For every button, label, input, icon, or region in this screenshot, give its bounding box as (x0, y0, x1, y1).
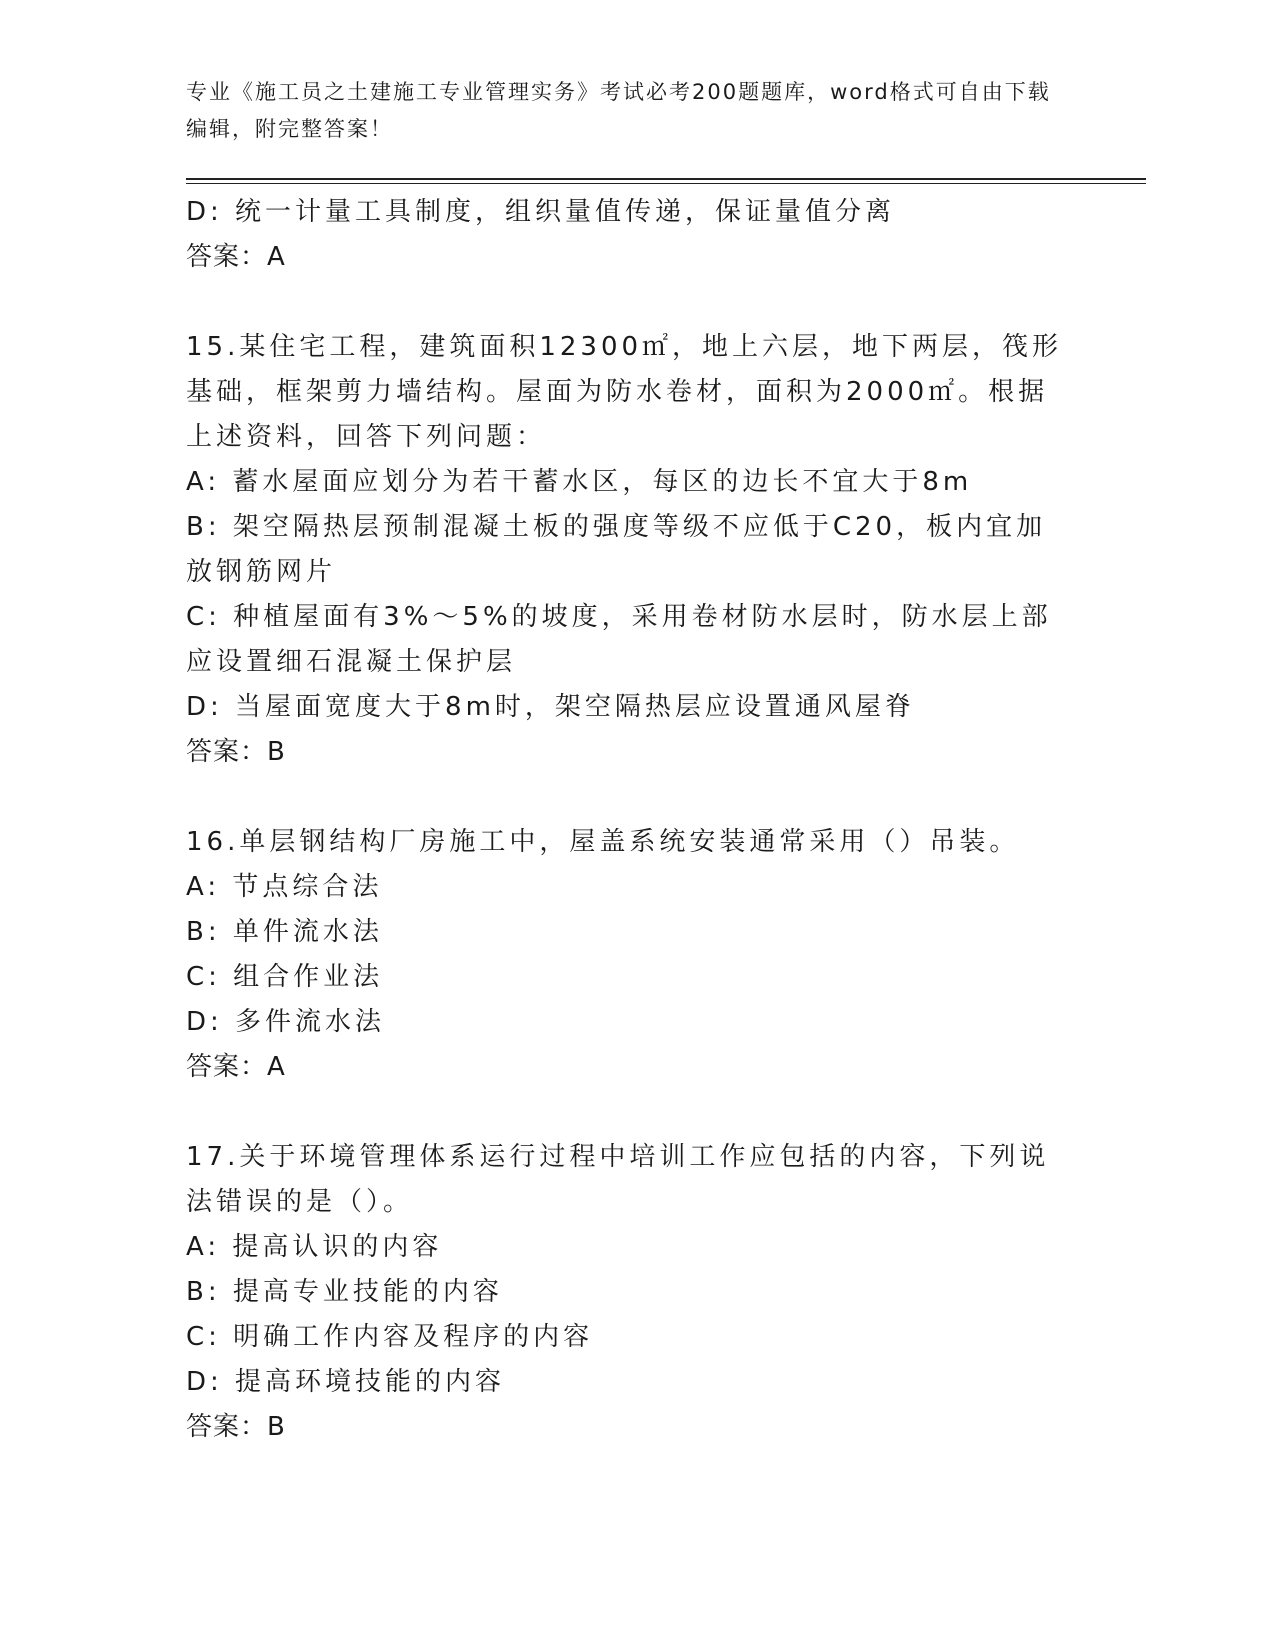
option-c: C: 明确工作内容及程序的内容 (186, 1322, 594, 1352)
option-b: B: 单件流水法 (186, 917, 383, 947)
header-divider-thick (186, 178, 1146, 180)
option-b: B: 提高专业技能的内容 (186, 1277, 503, 1307)
question-stem: 15.某住宅工程，建筑面积12300㎡，地上六层，地下两层，筏形基础，框架剪力墙结构。屋面为防水卷材，面积为2000㎡。根据上述资料，回答下列问题： (186, 332, 1063, 452)
answer-line: 答案：A (186, 1052, 286, 1082)
question-block (186, 325, 1066, 775)
header-divider-thin (186, 183, 1146, 184)
option-a: A: 节点综合法 (186, 872, 383, 902)
answer-line: 答案：B (186, 1412, 286, 1442)
option-d: D: 多件流水法 (186, 1007, 386, 1037)
option-c: C: 组合作业法 (186, 962, 384, 992)
option-d: D: 统一计量工具制度，组织量值传递，保证量值分离 (186, 197, 896, 227)
option-a: A: 提高认识的内容 (186, 1232, 443, 1262)
option-b: B: 架空隔热层预制混凝土板的强度等级不应低于C20，板内宜加放钢筋网片 (186, 512, 1047, 587)
option-c: C: 种植屋面有3%～5%的坡度，采用卷材防水层时，防水层上部应设置细石混凝土保护层 (186, 602, 1052, 677)
question-stem: 16.单层钢结构厂房施工中，屋盖系统安装通常采用（）吊装。 (186, 827, 1020, 857)
question-stem: 17.关于环境管理体系运行过程中培训工作应包括的内容，下列说法错误的是（）。 (186, 1142, 1050, 1217)
question-list (186, 190, 1066, 1450)
question-block (186, 1135, 1066, 1450)
option-a: A: 蓄水屋面应划分为若干蓄水区，每区的边长不宜大于8m (186, 467, 973, 497)
answer-line: 答案：A (186, 242, 286, 272)
document-header: 专业《施工员之土建施工专业管理实务》考试必考200题题库，word格式可自由下载编辑，附完整答案！ (186, 80, 1051, 141)
question-block (186, 820, 1066, 1090)
option-d: D: 当屋面宽度大于8m时，架空隔热层应设置通风屋脊 (186, 692, 915, 722)
answer-line: 答案：B (186, 737, 286, 767)
question-block (186, 190, 1066, 280)
option-d: D: 提高环境技能的内容 (186, 1367, 506, 1397)
